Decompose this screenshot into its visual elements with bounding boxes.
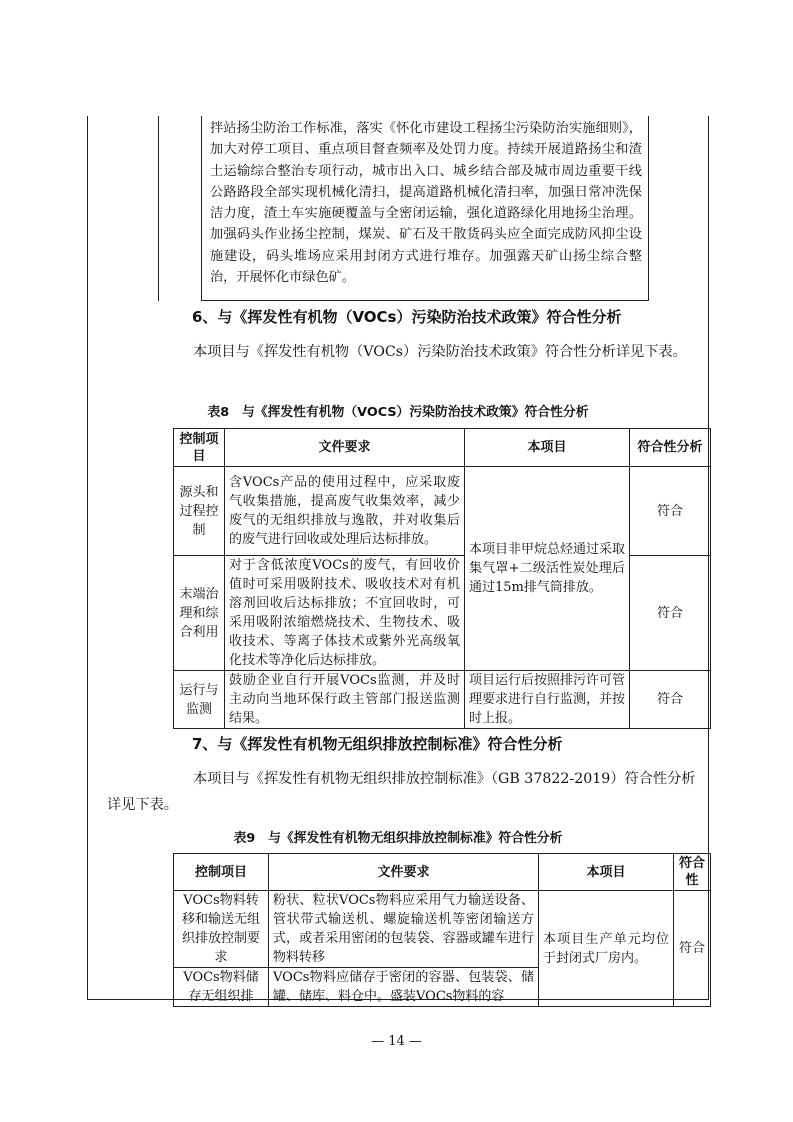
continuation-text: 拌站扬尘防治工作标准，落实《怀化市建设工程扬尘污染防治实施细则》，加大对停工项目、重点项目督查频率及处罚力度。持续开展道路扬尘和渣土运输综合整治专项行动，城市出入口、城乡结合部及城市周边重要干线公路路段全部实现机械化清扫，提高道路机械化清扫率，加强日常冲洗保洁力度，渣土车实施硬覆盖与全密闭运输，强化道路绿化用地扬尘治理。加强码头作业扬尘控制，煤炭、矿石及干散货码头应全面完成防风抑尘设施建设，码头堆场应采用封闭方式进行堆存。加强露天矿山扬尘综合整治，开展怀化市绿色矿。 [210, 121, 642, 286]
table-row [174, 891, 711, 968]
table9-header-proj: 本项目 [539, 854, 674, 891]
table9-header-result: 符合性 [674, 854, 711, 891]
requirement-text: 对于含低浓度VOCs的废气，有回收价值时可采用吸附技术、吸收技术对有机溶剂回收后达标排放；不宜回收时，可采用吸附浓缩燃烧技术、生物技术、吸收技术、等离子体技术或紫外光高级氧化技术等净化后达标排放。 [225, 556, 465, 671]
table8-caption: 表8 与《挥发性有机物（VOCS）污染防治技术政策》符合性分析 [207, 405, 589, 420]
page-number: — 14 — [371, 1034, 422, 1049]
table9-caption: 表9 与《挥发性有机物无组织排放控制标准》符合性分析 [233, 831, 563, 846]
table-row [174, 556, 711, 671]
project-measure: 项目运行后按照排污许可管理要求进行自行监测，并按时上报。 [465, 671, 630, 729]
compliance-result: 符合 [674, 891, 711, 1007]
frame-divider [158, 116, 159, 301]
table-row [174, 467, 711, 556]
table8-header-req: 文件要求 [225, 429, 465, 467]
table8-header-result: 符合性分析 [630, 429, 711, 467]
compliance-result: 符合 [630, 467, 711, 556]
control-item: 运行与监测 [174, 671, 225, 729]
table8-header-proj: 本项目 [465, 429, 630, 467]
project-measure: 本项目非甲烷总烃通过采取集气罩+二级活性炭处理后通过15m排气筒排放。 [465, 467, 630, 671]
compliance-result: 符合 [630, 671, 711, 729]
compliance-result: 符合 [630, 556, 711, 671]
requirement-text: 粉状、粒状VOCs物料应采用气力输送设备、管状带式输送机、螺旋输送机等密闭输送方式，或者采用密闭的包装袋、容器或罐车进行物料转移 [269, 891, 539, 968]
section7-heading: 7、与《挥发性有机物无组织排放控制标准》符合性分析 [192, 735, 563, 753]
control-item: 末端治理和综合利用 [174, 556, 225, 671]
table8-header-item: 控制项目 [174, 429, 225, 467]
table8 [173, 428, 711, 729]
requirement-text: 含VOCs产品的使用过程中，应采取废气收集措施，提高废气收集效率，减少废气的无组织排放与逸散，并对收集后的废气进行回收或处理后达标排放。 [225, 467, 465, 556]
project-measure: 本项目生产单元均位于封闭式厂房内。 [539, 891, 674, 1007]
requirement-text: VOCs物料应储存于密闭的容器、包装袋、储罐、储库、料仓中。盛装VOCs物料的容 [269, 968, 539, 1007]
control-item: VOCs物料储存无组织排 [174, 968, 269, 1007]
table9-header-req: 文件要求 [269, 854, 539, 891]
table9-header-item: 控制项目 [174, 854, 269, 891]
section6-paragraph: 本项目与《挥发性有机物（VOCs）污染防治技术政策》符合性分析详见下表。 [193, 344, 687, 360]
section7-paragraph: 本项目与《挥发性有机物无组织排放控制标准》（GB 37822-2019）符合性分析详见下表。 [107, 771, 696, 813]
control-item: VOCs物料转移和输送无组织排放控制要求 [174, 891, 269, 968]
table-row [174, 671, 711, 729]
table9 [173, 853, 711, 1007]
control-item: 源头和过程控制 [174, 467, 225, 556]
requirement-text: 鼓励企业自行开展VOCs监测，并及时主动向当地环保行政主管部门报送监测结果。 [225, 671, 465, 729]
section6-heading: 6、与《挥发性有机物（VOCs）污染防治技术政策》符合性分析 [192, 308, 622, 326]
